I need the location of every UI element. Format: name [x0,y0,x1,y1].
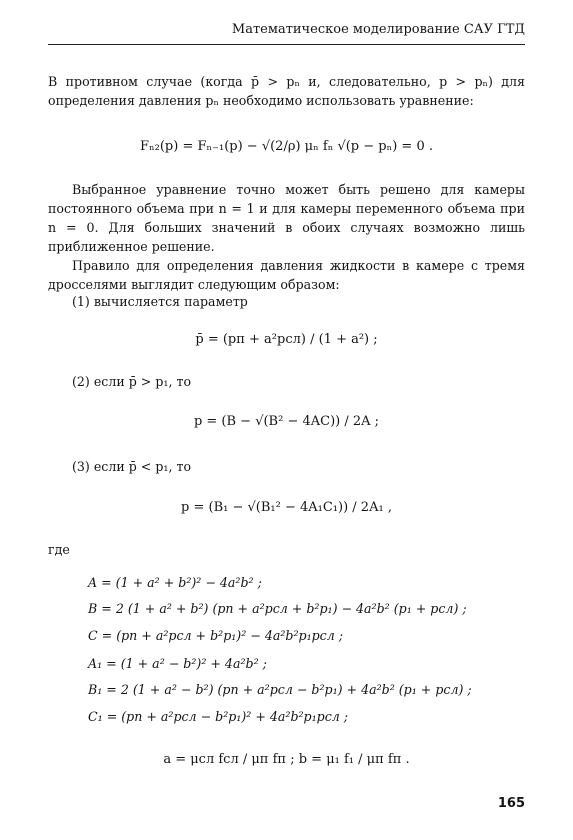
step-1-text: (1) вычисляется параметр [72,294,248,309]
definition-c1: C₁ = (pп + a²pсл − b²p₁)² + 4a²b²p₁pсл ; [88,709,349,724]
header-divider [48,44,525,45]
page-number: 165 [497,796,525,811]
definition-b: B = 2 (1 + a² + b²) (pп + a²pсл + b²p₁) − 4a²b² (p₁ + pсл) ; [88,601,467,616]
definition-b1: B₁ = 2 (1 + a² − b²) (pп + a²pсл − b²p₁) + 4a²b² (p₁ + pсл) ; [88,682,472,697]
equation-a-b-ratios: a = μсл fсл / μп fп ; b = μ₁ f₁ / μп fп . [163,752,410,767]
paragraph-2: Выбранное уравнение точно может быть решено для камеры постоянного объема при n = 1 и для камеры переменного объема при n = 0. Для больших значений в обоих случаях возможно лишь приближенное решение. [48,182,525,254]
step-3-text: (3) если p̄ < p₁, то [72,459,192,474]
paragraph-3: Правило для определения давления жидкости в камере с тремя дросселями выглядит следующим образом: [48,258,525,292]
definition-a: A = (1 + a² + b²)² − 4a²b² ; [88,575,262,590]
where-label: где [48,542,70,557]
equation-pbar: p̄ = (pп + a²pсл) / (1 + a²) ; [195,332,378,347]
definition-c: C = (pп + a²pсл + b²p₁)² − 4a²b²p₁pсл ; [88,628,343,643]
running-header: Математическое моделирование САУ ГТД [231,22,525,37]
equation-p-case-2: p = (B − √(B² − 4AC)) / 2A ; [193,414,380,429]
step-2-text: (2) если p̄ > p₁, то [72,374,192,389]
paragraph-1: В противном случае (когда p̄ > pₙ и, следовательно, p > pₙ) для определения давления pₙ необходимо использовать уравнение: [48,74,525,108]
definition-a1: A₁ = (1 + a² − b²)² + 4a²b² ; [88,656,267,671]
equation-fn2: Fₙ₂(p) = Fₙ₋₁(p) − √(2/ρ) μₙ fₙ √(p − pₙ) = 0 . [140,139,433,154]
equation-p-case-3: p = (B₁ − √(B₁² − 4A₁C₁)) / 2A₁ , [181,500,392,515]
